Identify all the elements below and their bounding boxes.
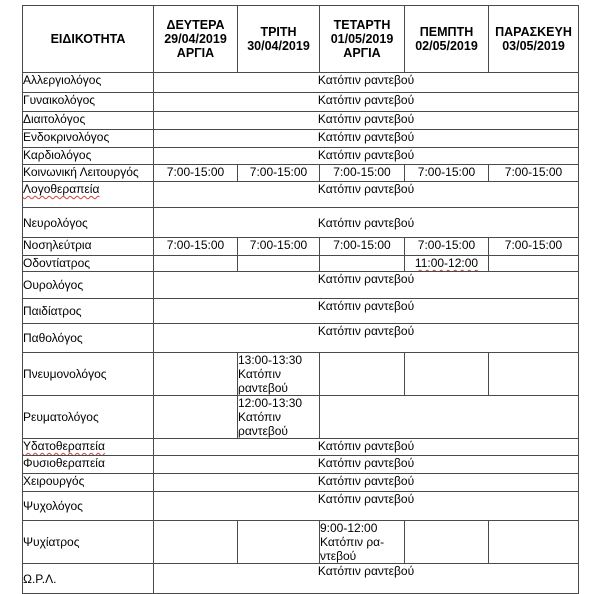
header-row (23, 6, 579, 73)
day-cell (154, 521, 238, 564)
header-day-friday: ΠΑΡΑΣΚΕΥΗ 03/05/2019 (489, 6, 579, 73)
all-week-cell: Κατόπιν ραντεβού (154, 112, 579, 130)
day-cell: 7:00-15:00 (489, 238, 579, 256)
header-day-wednesday: ΤΕΤΑΡΤΗ 01/05/2019 ΑΡΓΙΑ (320, 6, 405, 73)
all-week-cell: Κατόπιν ραντεβού (154, 439, 579, 456)
day-cell (405, 353, 489, 396)
schedule-table (22, 5, 579, 594)
day-cell (238, 256, 320, 272)
table-row (23, 208, 579, 238)
specialty-cell: Λογοθεραπεία (23, 182, 154, 208)
table-row (23, 564, 579, 594)
all-week-cell: Κατόπιν ραντεβού (154, 299, 579, 324)
day-cell (320, 256, 405, 272)
header-specialty: ΕΙΔΙΚΟΤΗΤΑ (23, 6, 154, 73)
specialty-cell: Ψυχολόγος (23, 492, 154, 521)
day-cell: 12:00-13:30 Κατόπιν ραντεβού (238, 396, 320, 439)
all-week-cell: Κατόπιν ραντεβού (154, 272, 579, 299)
specialty-cell: Αλλεργιολόγος (23, 73, 154, 93)
specialty-cell: Φυσιοθεραπεία (23, 456, 154, 474)
all-week-cell: Κατόπιν ραντεβού (154, 93, 579, 112)
specialty-cell: Χειρουργός (23, 474, 154, 492)
table-row (23, 396, 579, 439)
day-cell: 7:00-15:00 (320, 165, 405, 182)
all-week-cell: Κατόπιν ραντεβού (154, 148, 579, 165)
all-week-cell: Κατόπιν ραντεβού (154, 73, 579, 93)
specialty-cell: Παθολόγος (23, 324, 154, 353)
specialty-cell: Υδατοθεραπεία (23, 439, 154, 456)
specialty-cell: Ρευματολόγος (23, 396, 154, 439)
day-cell: 7:00-15:00 (405, 238, 489, 256)
table-row (23, 182, 579, 208)
table-row (23, 439, 579, 456)
table-row (23, 238, 579, 256)
header-day-monday: ΔΕΥΤΕΡΑ 29/04/2019 ΑΡΓΙΑ (154, 6, 238, 73)
table-row (23, 492, 579, 521)
all-week-cell: Κατόπιν ραντεβού (154, 474, 579, 492)
header-day-tuesday: ΤΡΙΤΗ 30/04/2019 (238, 6, 320, 73)
day-cell (320, 396, 579, 439)
day-cell: 7:00-15:00 (405, 165, 489, 182)
all-week-cell: Κατόπιν ραντεβού (154, 208, 579, 238)
table-row (23, 130, 579, 148)
table-row (23, 272, 579, 299)
day-cell (320, 353, 405, 396)
specialty-cell: Ουρολόγος (23, 272, 154, 299)
table-row (23, 148, 579, 165)
day-cell: 7:00-15:00 (154, 238, 238, 256)
table-row (23, 112, 579, 130)
specialty-cell: Νευρολόγος (23, 208, 154, 238)
specialty-cell: Ψυχίατρος (23, 521, 154, 564)
all-week-cell: Κατόπιν ραντεβού (154, 456, 579, 474)
specialty-cell: Παιδίατρος (23, 299, 154, 324)
all-week-cell: Κατόπιν ραντεβού (154, 130, 579, 148)
day-cell (154, 396, 238, 439)
day-cell (238, 521, 320, 564)
table-row (23, 521, 579, 564)
specialty-cell: Ω.Ρ.Λ. (23, 564, 154, 594)
day-cell: 9:00-12:00 Κατόπιν ρα- ντεβού (320, 521, 405, 564)
day-cell: 7:00-15:00 (154, 165, 238, 182)
table-row (23, 256, 579, 272)
day-cell: 7:00-15:00 (489, 165, 579, 182)
day-cell: 13:00-13:30 Κατόπιν ραντεβού (238, 353, 320, 396)
all-week-cell: Κατόπιν ραντεβού (154, 564, 579, 594)
all-week-cell: Κατόπιν ραντεβού (154, 492, 579, 521)
table-row (23, 165, 579, 182)
specialty-cell: Ενδοκρινολόγος (23, 130, 154, 148)
day-cell (489, 521, 579, 564)
table-row (23, 353, 579, 396)
day-cell (489, 353, 579, 396)
specialty-cell: Γυναικολόγος (23, 93, 154, 112)
all-week-cell: Κατόπιν ραντεβού (154, 182, 579, 208)
day-cell (489, 256, 579, 272)
specialty-cell: Οδοντίατρος (23, 256, 154, 272)
header-day-thursday: ΠΕΜΠΤΗ 02/05/2019 (405, 6, 489, 73)
table-row (23, 474, 579, 492)
day-cell (154, 256, 238, 272)
specialty-cell: Καρδιολόγος (23, 148, 154, 165)
table-row (23, 299, 579, 324)
table-row (23, 73, 579, 93)
table-row (23, 456, 579, 474)
table-row (23, 324, 579, 353)
day-cell: 7:00-15:00 (238, 165, 320, 182)
day-cell (405, 521, 489, 564)
specialty-cell: Νοσηλεύτρια (23, 238, 154, 256)
day-cell (154, 353, 238, 396)
day-cell: 7:00-15:00 (238, 238, 320, 256)
specialty-cell: Κοινωνική Λειτουργός (23, 165, 154, 182)
table-row (23, 93, 579, 112)
day-cell: 11:00-12:00 (405, 256, 489, 272)
specialty-cell: Διαιτολόγος (23, 112, 154, 130)
specialty-cell: Πνευμονολόγος (23, 353, 154, 396)
day-cell: 7:00-15:00 (320, 238, 405, 256)
all-week-cell: Κατόπιν ραντεβού (154, 324, 579, 353)
